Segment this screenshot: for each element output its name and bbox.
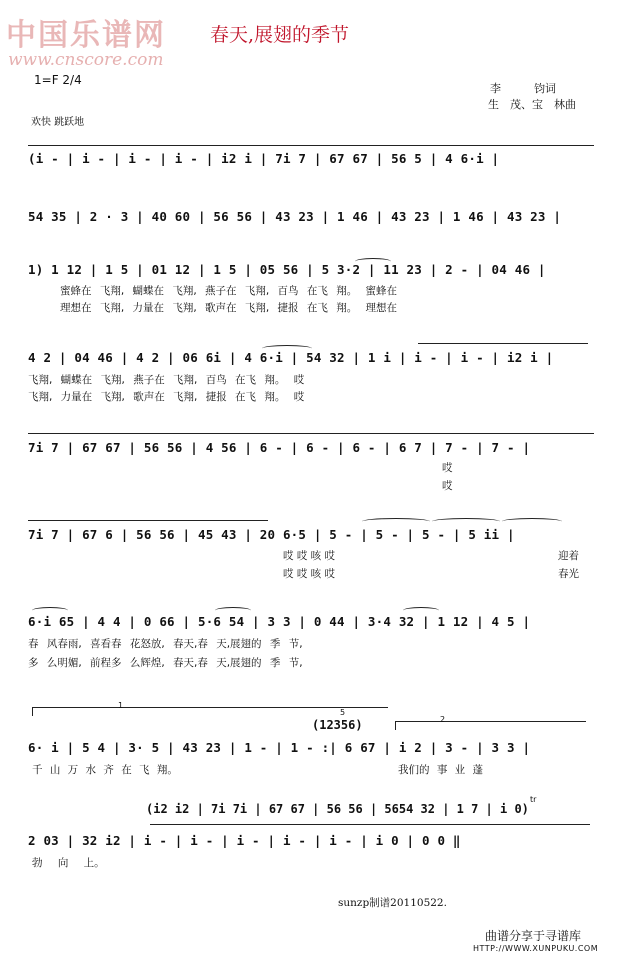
score-line-9: 2 03 | 32 i2 | i - | i - | i - | i - | i - | i 0 | 0 0 ‖ xyxy=(28,833,461,848)
tuplet-number: 5 xyxy=(340,708,346,717)
trill-ornament: tr xyxy=(530,795,537,804)
staff-rule xyxy=(418,343,588,344)
staff-rule xyxy=(28,433,594,434)
transcriber-signature: sunzp制谱20110522. xyxy=(338,897,447,909)
score-line-7: 6·i 65 | 4 4 | 0 66 | 5·6 54 | 3 3 | 0 44 | 3·4 32 | 1 12 | 4 5 | xyxy=(28,614,531,629)
lyrics-line-6-verse-1-end: 迎着 xyxy=(558,550,579,562)
volta-2-bracket xyxy=(395,721,586,730)
score-line-2: 54 35 | 2 · 3 | 40 60 | 56 56 | 43 23 | 1 46 | 43 23 | 1 46 | 43 23 | xyxy=(28,209,562,224)
slur xyxy=(432,518,500,525)
composer-credit: 生 茂、宝 林曲 xyxy=(488,98,576,111)
lyrics-line-6-verse-1: 哎 哎 咳 哎 xyxy=(283,550,336,562)
score-line-6: 7i 7 | 67 6 | 56 56 | 45 43 | 20 6·5 | 5 - | 5 - | 5 - | 5 ii | xyxy=(28,527,515,542)
staff-rule xyxy=(28,520,268,521)
lyrics-line-3-verse-2: 理想在 飞翔, 力量在 飞翔, 歌声在 飞翔, 捷报 在飞 翔。 理想在 xyxy=(60,302,398,314)
bracket-phrase: (i2 i2 | 7i 7i | 67 67 | 56 56 | 5654 32 | 1 7 | i 0) xyxy=(146,802,529,816)
lyrics-line-4-verse-1: 飞翔, 蝴蝶在 飞翔, 燕子在 飞翔, 百鸟 在飞 翔。 哎 xyxy=(28,374,305,386)
lyrics-line-8: 千 山 万 水 齐 在 飞 翔。 xyxy=(32,764,178,776)
lyrics-line-6-verse-2: 哎 哎 咳 哎 xyxy=(283,568,336,580)
tempo-marking: 欢快 跳跃地 xyxy=(31,117,85,128)
score-line-5: 7i 7 | 67 67 | 56 56 | 4 56 | 6 - | 6 - | 6 - | 6 7 | 7 - | 7 - | xyxy=(28,440,531,455)
volta-1-bracket xyxy=(32,707,388,716)
volta-1-label: 1 xyxy=(118,701,124,710)
lyrics-line-4-verse-2: 飞翔, 力量在 飞翔, 歌声在 飞翔, 捷报 在飞 翔。 哎 xyxy=(28,391,305,403)
score-line-3: 1) 1 12 | 1 5 | 01 12 | 1 5 | 05 56 | 5 3·2 | 11 23 | 2 - | 04 46 | xyxy=(28,262,546,277)
lyrics-line-7-verse-2: 多 么明媚, 前程多 么辉煌, 春天,春 天,展翅的 季 节, xyxy=(28,657,303,669)
staff-rule xyxy=(150,824,590,825)
lyricist-credit: 李 钧词 xyxy=(490,82,556,95)
volta-2-label: 2 xyxy=(440,715,446,724)
slur xyxy=(215,607,251,614)
lyrics-line-3-verse-1: 蜜蜂在 飞翔, 蝴蝶在 飞翔, 燕子在 飞翔, 百鸟 在飞 翔。 蜜蜂在 xyxy=(60,285,398,297)
staff-rule xyxy=(28,145,594,146)
lyrics-line-7-verse-1: 春 风春雨, 喜看春 花怒放, 春天,春 天,展翅的 季 节, xyxy=(28,638,303,650)
watermark-url: www.cnscore.com xyxy=(8,50,164,70)
lyrics-line-8-end: 我们的 事 业 蓬 xyxy=(398,764,484,776)
slur xyxy=(362,518,430,525)
watermark-brand: 中国乐谱网 xyxy=(6,18,166,53)
share-text: 曲谱分享于寻谱库 xyxy=(485,929,582,943)
slur xyxy=(32,607,68,614)
lyrics-line-6-verse-2-end: 春光 xyxy=(558,568,579,580)
tuplet-group: (12356) xyxy=(312,718,363,732)
score-line-1: (i - | i - | i - | i - | i2 i | 7i 7 | 67 67 | 56 5 | 4 6·i | xyxy=(28,151,500,166)
share-url[interactable]: HTTP://WWW.XUNPUKU.COM xyxy=(473,944,599,953)
slur xyxy=(502,518,562,525)
score-line-8: 6· i | 5 4 | 3· 5 | 43 23 | 1 - | 1 - :| 6 67 | i 2 | 3 - | 3 3 | xyxy=(28,740,531,755)
song-title: 春天,展翅的季节 xyxy=(210,24,350,46)
score-line-4: 4 2 | 04 46 | 4 2 | 06 6i | 4 6·i | 54 32 | 1 i | i - | i - | i2 i | xyxy=(28,350,554,365)
key-signature: 1=F 2/4 xyxy=(34,73,82,87)
lyrics-line-9: 勃 向 上。 xyxy=(32,857,105,869)
lyrics-line-5-verse-2: 哎 xyxy=(442,480,453,492)
lyrics-line-5-verse-1: 哎 xyxy=(442,462,453,474)
slur xyxy=(403,607,439,614)
